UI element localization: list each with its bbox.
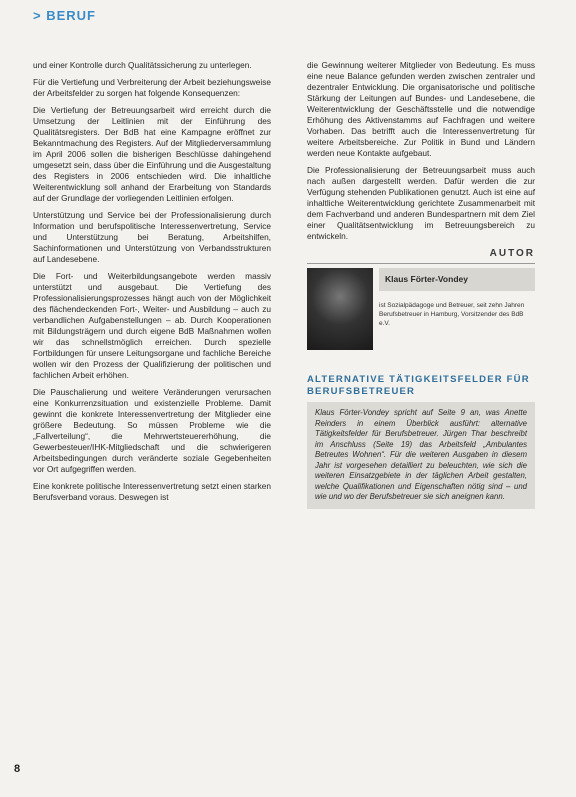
author-box bbox=[307, 263, 535, 350]
section-label: > BERUF bbox=[33, 8, 96, 23]
page-number: 8 bbox=[14, 763, 21, 775]
right-column bbox=[307, 60, 535, 509]
paragraph: Die Pauschalierung und weitere Veränderungen verursachen eine Konkurrenzsituation und existenzielle Probleme. Damit gewinnt die konkrete Interessenvertretung der Mitglieder eine größere Bedeutung. So müssen Probleme wie die „Fallverteilung“, die Mehrwertsteuererhöhung, die Gewerbesteuer/IHK-Mitgliedschaft und die schwierigeren Arbeitsbedingungen durch veränderte soziale Gegebenheiten vor Ort aufgegriffen werden. bbox=[33, 387, 271, 474]
author-bio: ist Sozialpädagoge und Betreuer, seit zehn Jahren Berufsbetreuer in Hamburg, Vorsitzender des BdB e.V. bbox=[379, 302, 525, 327]
author-name: Klaus Förter-Vondey bbox=[379, 268, 535, 291]
paragraph: die Gewinnung weiterer Mitglieder von Bedeutung. Es muss eine neue Balance gefunden werden zwischen zentraler und dezentraler Entwicklung. Die organisatorische und politische Stärkung der Leitungen auf Bundes- und Landesebene, die Weiterentwicklung der Geschäftsstelle und die notwendige Erhöhung des Aktivenstamms auf Fachfragen und weitere Vorhaben. Das betrifft auch die Interessenvertretung für weitere Arbeitsbereiche. Zur Politik in Bund und Ländern werden neue Kontakte aufgebaut. bbox=[307, 60, 535, 158]
paragraph: und einer Kontrolle durch Qualitätssicherung zu unterlegen. bbox=[33, 60, 252, 70]
author-heading: AUTOR bbox=[489, 248, 535, 259]
paragraph: Unterstützung und Service bei der Professionalisierung durch Information und berufspolitische Interessenvertretung, Service und Unterstützung bei Beratung, Arbeitshilfen, Sachinformationen und Unterstützung von Verbandsstrukturen auf Landesebene. bbox=[33, 210, 271, 264]
sidebar-box: Klaus Förter-Vondey spricht auf Seite 9 an, was Anette Reinders in einem Überblick ausführt: alternative Tätigkeitsfelder für Berufsbetreuer. Jürgen Thar beschreibt im Anschluss (Seite 19) das Arbeitsfeld „Ambulantes Betreutes Wohnen“. Für die weiteren Ausgaben in diesem Jahr ist vorgesehen detailliert zu beleuchten, wie sich die weiteren Einsatzgebiete in der täglichen Arbeit gestalten, welche Qualifikationen und Eigenschaften nötig sind – und wie und wo der Berufsbetreuer sie sich aneignen kann. bbox=[307, 402, 535, 509]
author-info bbox=[379, 268, 535, 350]
paragraph: Die Vertiefung der Betreuungsarbeit wird erreicht durch die Umsetzung der Leitlinien mit der Einführung des Qualitätsregisters. Der BdB hat eine Kampagne eröffnet zur Bekanntmachung des Registers. Auf der Mitgliederversammlung im April 2006 sollen die bisherigen Beschlüsse dahingehend umgesetzt sein, dass über die Einführung und die Ausgestaltung des Registers in 2006 entschieden wird. Die inhaltliche Weiterentwicklung soll anhand der Erarbeitung von Standards auf der Grundlage der vorliegenden Leitlinien erfolgen. bbox=[33, 105, 271, 203]
paragraph: Die Fort- und Weiterbildungsangebote werden massiv unterstützt und ausgebaut. Die Vertiefung des Professionalisierungsprozesses hängt auch von der Möglichkeit des flächendeckenden Fort-, Weiter- und Ausbildung – auch zu verbandlichen Aufgabenstellungen – ab. Durch Kooperationen mit Bildungsträgern und durch eigene BdB Maßnahmen wollen wir das schnellstmöglich erreichen. Durch spezielle Fortbildungen für unsere Leitungsorgane und fachliche Bereiche wollen wir den Prozess der Qualifizierung der politischen und fachlichen Arbeit erhöhen. bbox=[33, 271, 271, 380]
left-column bbox=[33, 60, 271, 509]
paragraph: Eine konkrete politische Interessenvertretung setzt einen starken Berufsverband voraus. Deswegen ist bbox=[33, 481, 271, 502]
paragraph: Für die Vertiefung und Verbreiterung der Arbeit beziehungsweise der Arbeitsfelder zu sorgen hat folgende Konsequenzen: bbox=[33, 77, 271, 98]
paragraph: Die Professionalisierung der Betreuungsarbeit muss auch nach außen dargestellt werden. Dafür werden die zur Verfügung stehenden Publikationen genutzt. Auch ist eine auf inhaltliche Weiterentwicklung gerichtete Zusammenarbeit mit dem Fachverband und anderen Bundespartnern mit dem Ziel einer Qualitätsentwicklung im Betreuungsbereich zu entwickeln. bbox=[307, 165, 535, 241]
author-photo bbox=[307, 268, 373, 350]
sidebar-title: ALTERNATIVE TÄTIGKEITSFELDER FÜR BERUFSBETREUER bbox=[307, 374, 530, 397]
